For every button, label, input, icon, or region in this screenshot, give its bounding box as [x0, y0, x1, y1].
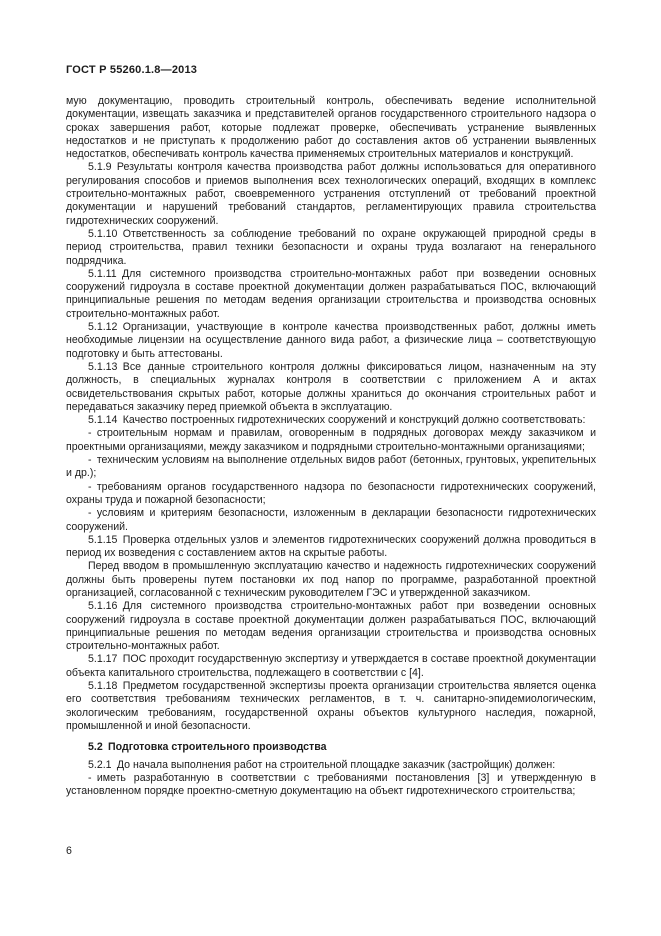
paragraph: Перед вводом в промышленную эксплуатацию качество и надежность гидротехнических сооружений должны быть проверены путем постановки их под напор по программе, разработанной проектной организацией, согласованной с техническим руководителем ГЭС и утвержденной заказчиком.: [66, 560, 596, 599]
list-item: - техническим условиям на выполнение отдельных видов работ (бетонных, грунтовых, укрепительных и др.);: [66, 454, 596, 480]
paragraph: 5.1.15 Проверка отдельных узлов и элементов гидротехнических сооружений должна проводиться в период их возведения с составлением актов на скрытые работы.: [66, 533, 596, 560]
paragraph: 5.1.13 Все данные строительного контроля должны фиксироваться лицом, назначенным на эту должность, в специальных журналах контроля в соответствии с приложением А и актах освидетельствования скрытых работ, которые должны храниться до окончания строительных работ и передаваться заказчику перед приемкой объекта в эксплуатацию.: [66, 360, 596, 413]
paragraph: 5.1.12 Организации, участвующие в контроле качества производственных работ, должны иметь необходимые лицензии на осуществление данного вида работ, а физические лица – соответствующую подготовку и быть аттестованы.: [66, 321, 596, 360]
document-body: [66, 95, 596, 798]
paragraph: 5.1.16 Для системного производства строительно-монтажных работ при возведении основных сооружений гидроузла в составе проектной документации должен разрабатываться ПОС, включающий принципиальные решения по методам ведения организации строительства и производства основных строительно-монтажных работ.: [66, 600, 596, 653]
paragraph: 5.2.1 До начала выполнения работ на строительной площадке заказчик (застройщик) должен:: [88, 758, 556, 771]
running-header-standard-number: ГОСТ Р 55260.1.8—2013: [66, 64, 198, 76]
list-item: - строительным нормам и правилам, оговоренным в подрядных договорах между заказчиком и проектными организациями, между заказчиком и подрядными строительно-монтажными организациями;: [66, 427, 596, 453]
list-item: - требованиям органов государственного надзора по безопасности гидротехнических сооружений, охраны труда и пожарной безопасности;: [66, 480, 596, 506]
paragraph: мую документацию, проводить строительный контроль, обеспечивать ведение исполнительной документации, извещать заказчика и представителей органов государственного строительного надзора о сроках завершения работ, которые подлежат проверке, обеспечивать устранение выявленных недостатков и не приступать к продолжению работ до составления актов об устранении выявленных недостатков, обеспечивать контроль качества применяемых строительных материалов и конструкций.: [66, 95, 596, 161]
paragraph: 5.1.14 Качество построенных гидротехнических сооружений и конструкций должно соответствовать:: [88, 414, 586, 427]
list-item: - условиям и критериям безопасности, изложенным в декларации безопасности гидротехнических сооружений.: [66, 507, 596, 533]
page-number: 6: [66, 845, 72, 857]
paragraph: 5.1.18 Предметом государственной экспертизы проекта организации строительства является оценка его соответствия требованиям технических регламентов, в т. ч. санитарно-эпидемиологическим, экологическим требованиям, государственной охраны объектов культурного наследия, пожарной, промышленной и иной безопасности.: [66, 680, 596, 732]
paragraph: 5.1.17 ПОС проходит государственную экспертизу и утверждается в составе проектной документации объекта капитального строительства, подлежащего в соответствии с [4].: [66, 653, 596, 679]
list-item: - иметь разработанную в соответствии с требованиями постановления [3] и утвержденную в установленном порядке проектно-сметную документацию на объект гидротехнического строительства;: [66, 771, 596, 798]
section-heading: 5.2 Подготовка строительного производства: [88, 741, 327, 754]
paragraph: 5.1.11 Для системного производства строительно-монтажных работ при возведении основных сооружений гидроузла в составе проектной документации должен разрабатываться ПОС, включающий принципиальные решения по методам ведения организации строительства и производства основных строительно-монтажных работ.: [66, 267, 596, 320]
paragraph: 5.1.10 Ответственность за соблюдение требований по охране окружающей природной среды в период строительства, правил техники безопасности и охраны труда возлагают на генерального подрядчика.: [66, 227, 596, 267]
paragraph: 5.1.9 Результаты контроля качества производства работ должны использоваться для оперативного регулирования способов и приемов выполнения всех технологических операций, входящих в комплекс строительно-монтажных работ, своевременного устранения отступлений от требований проектной документации и нарушений требований стандартов, регламентирующих правила строительства гидротехнических сооружений.: [66, 161, 596, 227]
